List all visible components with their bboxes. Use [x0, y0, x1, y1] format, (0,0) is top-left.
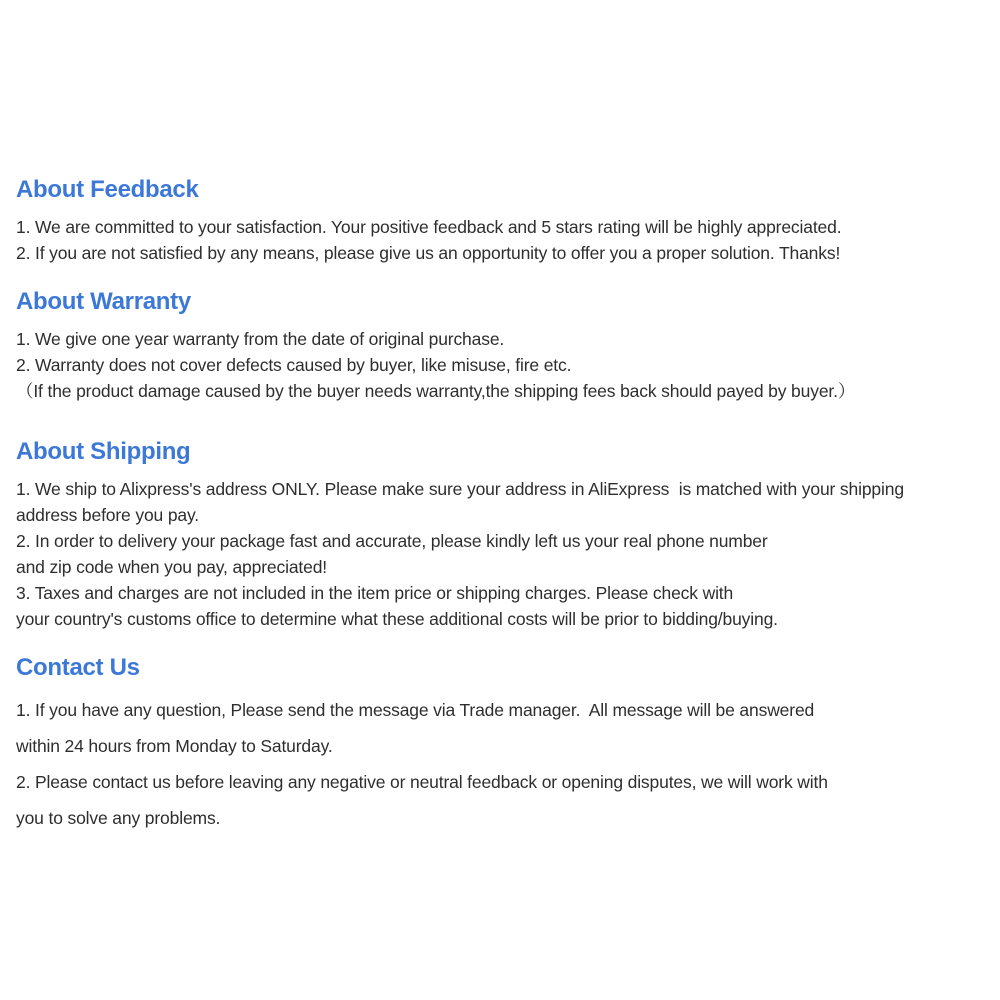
- shipping-line-2: address before you pay.: [16, 505, 200, 525]
- contact-line-2: within 24 hours from Monday to Saturday.: [16, 736, 333, 756]
- feedback-line-1: 1. We are committed to your satisfaction. Your positive feedback and 5 stars rating will be highly appreciated.: [16, 217, 842, 237]
- section-about-warranty: [16, 288, 996, 404]
- warranty-line-2: 2. Warranty does not cover defects caused by buyer, like misuse, fire etc.: [16, 355, 572, 375]
- warranty-line-1: 1. We give one year warranty from the date of original purchase.: [16, 329, 505, 349]
- shipping-line-5: 3. Taxes and charges are not included in the item price or shipping charges. Please check with: [16, 583, 734, 603]
- shipping-line-4: and zip code when you pay, appreciated!: [16, 557, 327, 577]
- feedback-line-2: 2. If you are not satisfied by any means, please give us an opportunity to offer you a proper solution. Thanks!: [16, 243, 841, 263]
- contact-line-4: you to solve any problems.: [16, 808, 221, 828]
- shipping-line-1: 1. We ship to Alixpress's address ONLY. Please make sure your address in AliExpress is matched with your shipping: [16, 479, 904, 499]
- section-contact-us: [16, 654, 996, 836]
- contact-line-1: 1. If you have any question, Please send the message via Trade manager. All message will be answered: [16, 700, 815, 720]
- section-about-shipping: [16, 438, 996, 632]
- shipping-line-3: 2. In order to delivery your package fast and accurate, please kindly left us your real phone number: [16, 531, 768, 551]
- section-title-about-warranty: About Warranty: [16, 288, 191, 315]
- section-title-about-shipping: About Shipping: [16, 438, 191, 465]
- shipping-line-6: your country's customs office to determine what these additional costs will be prior to bidding/buying.: [16, 609, 778, 629]
- section-title-about-feedback: About Feedback: [16, 176, 199, 203]
- contact-line-3: 2. Please contact us before leaving any negative or neutral feedback or opening disputes, we will work with: [16, 772, 828, 792]
- section-about-feedback: [16, 176, 996, 266]
- section-title-contact-us: Contact Us: [16, 654, 140, 681]
- warranty-line-3: （If the product damage caused by the buyer needs warranty,the shipping fees back should payed by buyer.）: [16, 381, 856, 401]
